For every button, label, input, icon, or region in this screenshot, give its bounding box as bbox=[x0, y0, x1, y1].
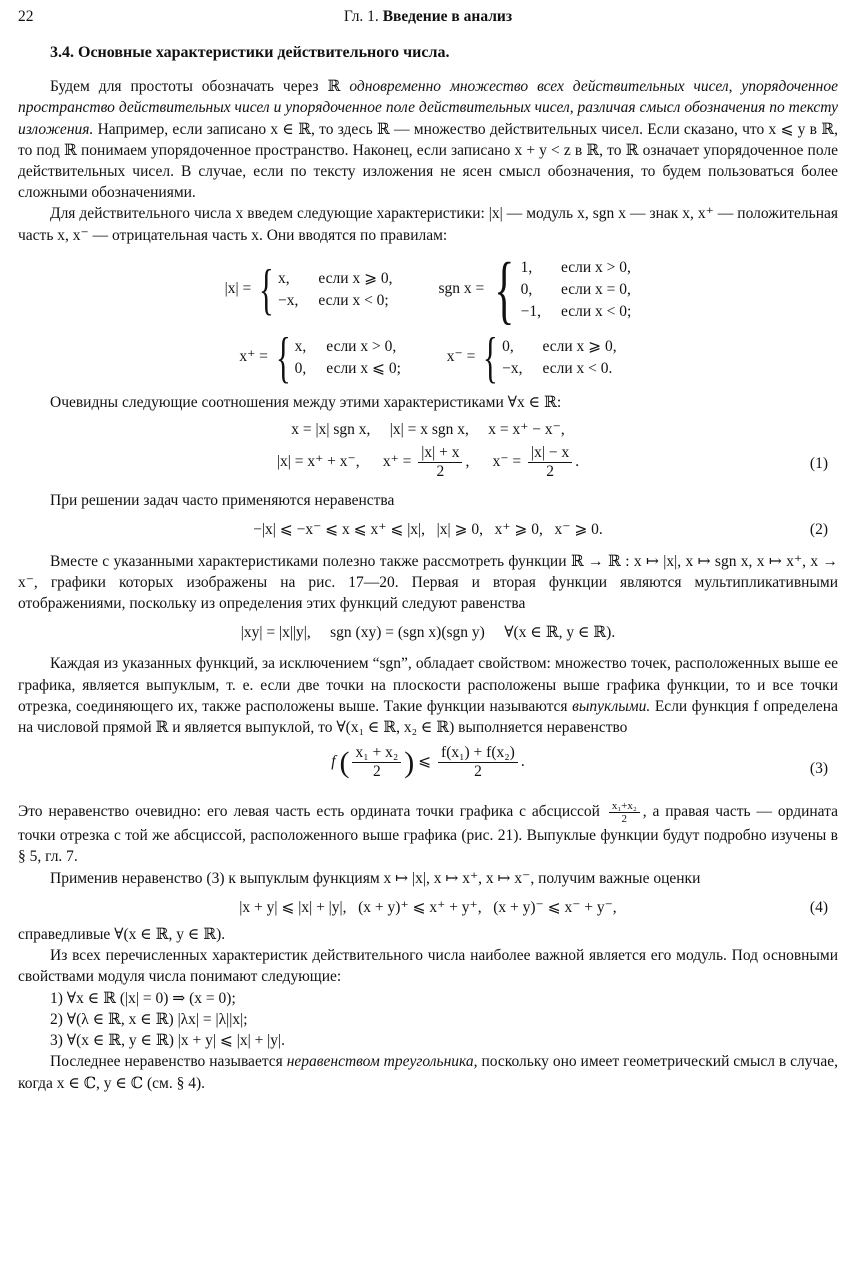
paragraph-triangle: Последнее неравенство называется неравенством треугольника, поскольку оно имеет геометрический смысл в случае, когда x ∈ ℂ, y ∈ ℂ (см. § 4). bbox=[18, 1053, 838, 1092]
chapter-header: Гл. 1. Введение в анализ bbox=[343, 8, 513, 25]
minus-definition: x⁻ = { 0, если x ⩾ 0, −x, если x < 0. bbox=[446, 326, 617, 389]
relations-line-2: |x| = x⁺ + x⁻, x⁺ = $\frac{|x| + x}{2}$ , x⁻ = $\frac{|x| - x}{2}$ . (1) bbox=[276, 444, 828, 481]
paragraph-characteristics: Для действительного числа x введем следующие характеристики: |x| — модуль x, sgn x — знак x, x⁺ — положительная часть x, x⁻ — отрицательная часть x. Они вводятся по правилам: bbox=[18, 205, 838, 244]
fraction: $\frac{\text{x₁ + x₂}}{2}$ bbox=[352, 744, 401, 781]
paren-icon: ( bbox=[339, 746, 350, 780]
list-item: 1) ∀x ∈ ℝ (|x| = 0) ⇒ (x = 0); bbox=[50, 989, 236, 1007]
fraction: $\frac{\text{x₁+x₂}}{2}$ bbox=[609, 800, 640, 825]
running-header bbox=[18, 6, 838, 30]
paragraph-estimates: Применив неравенство (3) к выпуклым функциям x ↦ |x|, x ↦ x⁺, x ↦ x⁻, получим важные оценки bbox=[50, 869, 701, 887]
equation-number: (4) bbox=[809, 898, 828, 916]
multiplicative-equalities: |xy| = |x||y|, sgn (xy) = (sgn x)(sgn y) ∀(x ∈ ℝ, y ∈ ℝ). bbox=[240, 624, 616, 642]
paragraph-valid: справедливые ∀(x ∈ ℝ, y ∈ ℝ). bbox=[18, 926, 226, 944]
list-item: 2) ∀(λ ∈ ℝ, x ∈ ℝ) |λx| = |λ||x|; bbox=[50, 1010, 248, 1028]
fraction: $\frac{|x| + x}{2}$ bbox=[418, 444, 462, 481]
equation-number: (3) bbox=[809, 760, 828, 778]
paragraph-modulus: Из всех перечисленных характеристик действительного числа наиболее важной является его модуль. Под основными свойствами модуля числа понимают следующие: bbox=[18, 947, 838, 986]
left-brace-icon: { bbox=[259, 258, 274, 321]
section-title: 3.4. Основные характеристики действительного числа. bbox=[50, 44, 450, 61]
relations-line-1: x = |x| sgn x, |x| = x sgn x, x = x⁺ − x⁻, bbox=[291, 421, 565, 439]
definitions-abs-sgn bbox=[18, 247, 838, 332]
definitions-plus-minus bbox=[18, 326, 838, 389]
abs-definition: |x| = { x, если x ⩾ 0, −x, если x < 0; bbox=[224, 258, 393, 321]
modulus-properties bbox=[18, 988, 838, 1052]
equation-number: (2) bbox=[809, 521, 828, 539]
left-brace-icon: { bbox=[483, 326, 499, 389]
inequality-3: f ( $\frac{\text{x₁ + x₂}}{2}$ ) ⩽ $\frac{\text{f(x₁) + f(x₂)}}{2}$ . (3) bbox=[331, 744, 828, 781]
equation-number: (1) bbox=[809, 455, 828, 473]
inequality-4: |x + y| ⩽ |x| + |y|, (x + y)⁺ ⩽ x⁺ + y⁺, (x + y)⁻ ⩽ x⁻ + y⁻, (4) bbox=[18, 897, 838, 918]
paren-icon: ) bbox=[404, 746, 415, 780]
fraction: $\frac{|x| - x}{2}$ bbox=[528, 444, 572, 481]
fraction: $\frac{\text{f(x₁) + f(x₂)}}{2}$ bbox=[438, 744, 518, 781]
page-number: 22 bbox=[18, 8, 34, 25]
paragraph-notation: Будем для простоты обозначать через ℝ одновременно множество всех действительных чисел, упорядоченное пространство действительных чисел и упорядоченное поле действительных чисел, различая смысл обозначения по тексту изложения. Например, если записано x ∈ ℝ, то здесь ℝ — множество действительных чисел. Если сказано, что x ⩽ y в ℝ, то под ℝ понимаем упорядоченное пространство. Наконец, если записано x + y < z в ℝ, то ℝ означает упорядоченное поле действительных чисел. В случае, если по тексту изложения не ясен смысл обозначения, то будем пользоваться более сложными обозначениями. bbox=[18, 78, 839, 202]
paragraph-inequalities: При решении задач часто применяются неравенства bbox=[50, 492, 395, 510]
list-item: 3) ∀(x ∈ ℝ, y ∈ ℝ) |x + y| ⩽ |x| + |y|. bbox=[50, 1032, 286, 1050]
inequality-2: −|x| ⩽ −x⁻ ⩽ x ⩽ x⁺ ⩽ |x|, |x| ⩾ 0, x⁺ ⩾ 0, x⁻ ⩾ 0. (2) bbox=[18, 519, 838, 540]
left-brace-icon: { bbox=[494, 247, 515, 332]
paragraph-convexity-explained: Это неравенство очевидно: его левая часть есть ордината точки графика с абсциссой $\frac{\text{x₁+x₂}}{2}$ , а правая часть — ордината точки отрезка с той же абсциссой, расположенного выше графика (рис. 21). Выпуклые функции будут подробно изучены в § 5, гл. 7. bbox=[18, 800, 838, 866]
sgn-definition: sgn x = { 1, если x > 0, 0, если x = 0, −1, если x < 0; bbox=[438, 247, 632, 332]
paragraph-relations: Очевидны следующие соотношения между этими характеристиками ∀x ∈ ℝ: bbox=[50, 393, 562, 411]
paragraph-convexity: Каждая из указанных функций, за исключением “sgn”, обладает свойством: множество точек, расположенных выше ее графика, является выпуклым, т. е. если две точки на плоскости расположены выше графика функции, то и все точки отрезка, соединяющего их, также расположены выше. Такие функции называются выпуклыми. Если функция f определена на числовой прямой ℝ и является выпуклой, то ∀(x₁ ∈ ℝ, x₂ ∈ ℝ) выполняется неравенство bbox=[18, 655, 838, 737]
left-brace-icon: { bbox=[275, 326, 291, 389]
plus-definition: x⁺ = { x, если x > 0, 0, если x ⩽ 0; bbox=[239, 326, 401, 389]
paragraph-functions: Вместе с указанными характеристиками полезно также рассмотреть функции ℝ → ℝ : x ↦ |x|, x ↦ sgn x, x ↦ x⁺, x → x⁻, графики которых изображены на рис. 17—20. Первая и вторая функции являются мультипликативными отображениями, поскольку из определения этих функций следуют равенства bbox=[18, 552, 838, 613]
